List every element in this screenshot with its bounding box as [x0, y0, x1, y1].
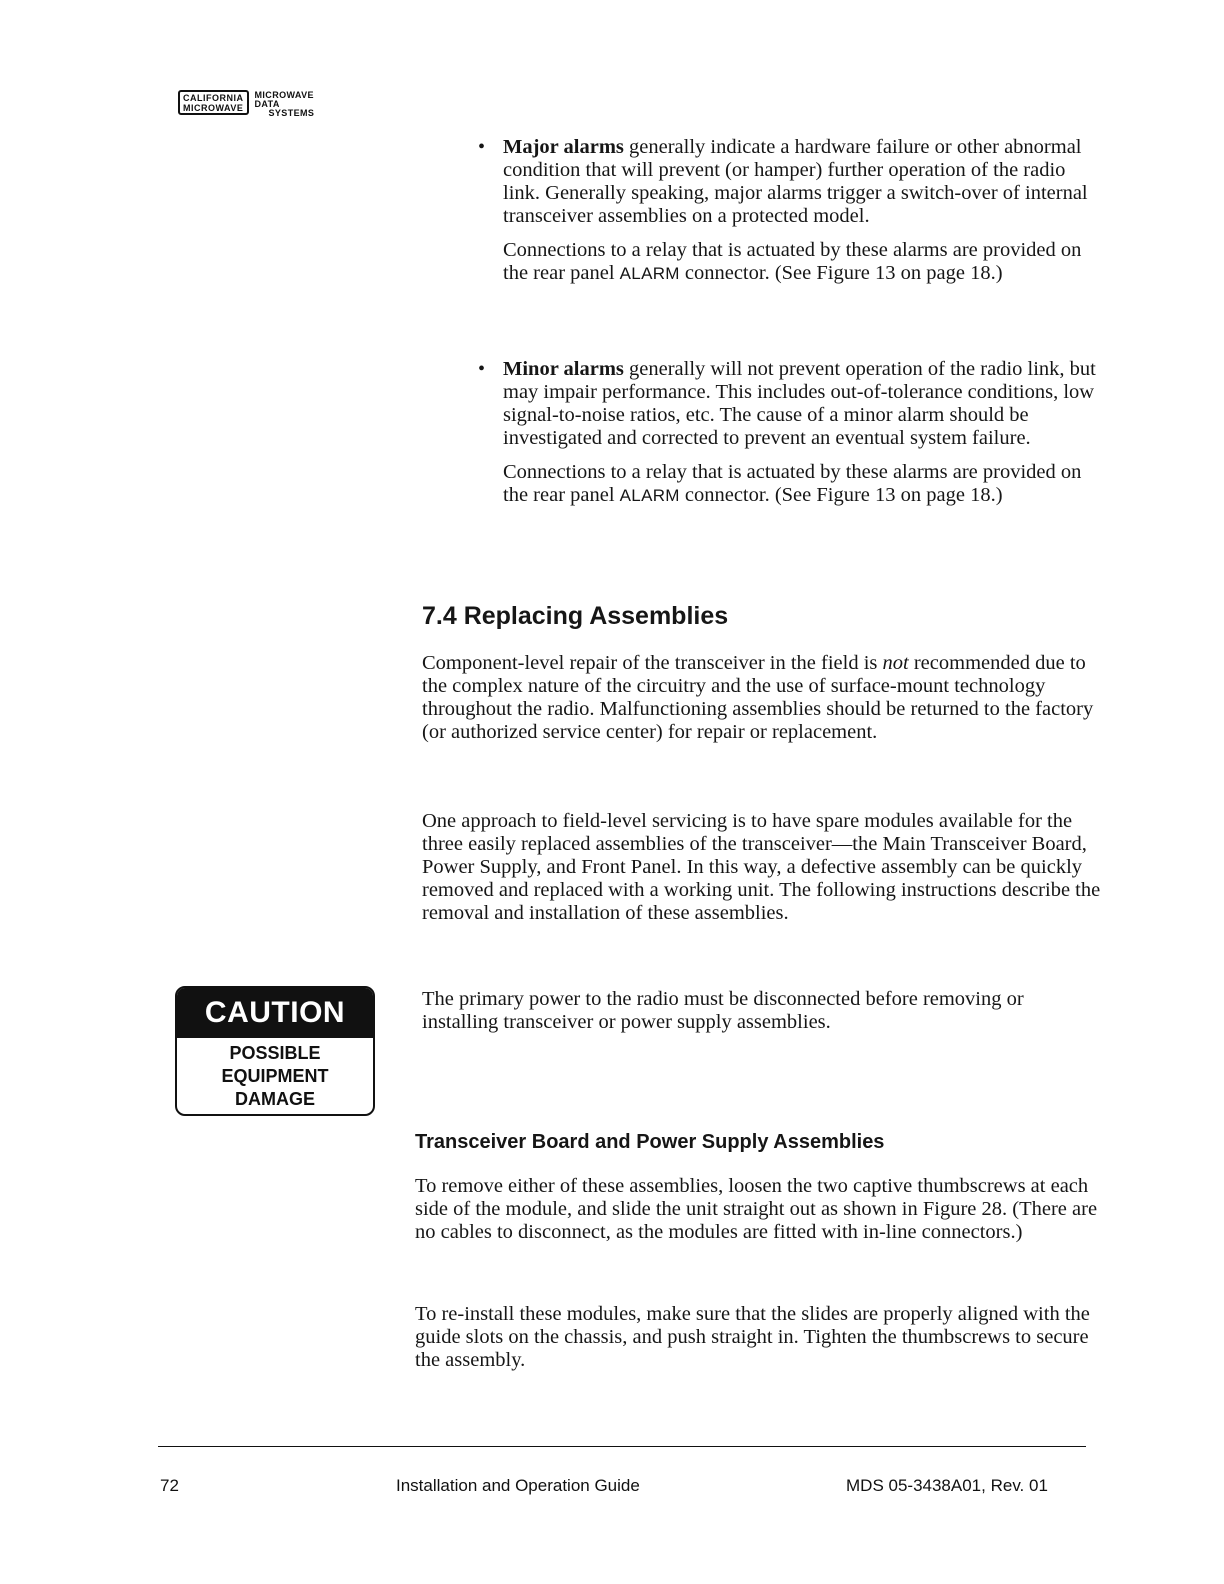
bullet-minor-alarms [478, 358, 1098, 518]
caution-line-1: POSSIBLE [229, 1043, 321, 1063]
connection-note [503, 239, 1098, 285]
footer-guide-title: Installation and Operation Guide [396, 1476, 640, 1495]
logo-right-line-2: DATA [254, 99, 280, 109]
section-paragraph-3: The primary power to the radio must be disconnected before removing or installing transceiver or power supply assemblies. [422, 988, 1024, 1033]
bullet-text: generally indicate a hardware failure or other abnormal condition that will prevent (or hamper) further operation of the radio link. Generally speaking, major alarms trigger a switch-over of internal transceiver assemblies on a protected model. [503, 136, 1088, 227]
bullet-paragraph [503, 358, 1098, 450]
bullet-dot-icon: • [478, 358, 486, 380]
para1-emphasis: not [882, 652, 909, 674]
caution-line-2: EQUIPMENT [221, 1066, 329, 1086]
connection-note-before: Connections to a relay that is actuated by these alarms are provided on the rear panel [503, 239, 1082, 284]
bullet-lead: Major alarms [503, 136, 624, 158]
para1-after: recommended due to the complex nature of the circuitry and the use of surface-mount technology throughout the radio. Malfunctioning assemblies should be returned to the factory (or authorized service center) for repair or replacement. [422, 652, 1094, 743]
para1-before: Component-level repair of the transceiver in the field is [422, 652, 883, 674]
connection-note-after: connector. (See Figure 13 on page 18.) [679, 484, 1003, 506]
subsection-paragraph-2: To re-install these modules, make sure that the slides are properly aligned with the guide slots on the chassis, and push straight in. Tighten the thumbscrews to secure the assembly. [415, 1303, 1090, 1371]
company-logo [178, 90, 314, 118]
logo-right-line-3: SYSTEMS [268, 108, 315, 118]
bullet-body [503, 136, 1098, 285]
logo-boxed-text [178, 90, 249, 115]
caution-message [177, 1038, 373, 1111]
connection-note-before: Connections to a relay that is actuated by these alarms are provided on the rear panel [503, 461, 1082, 506]
bullet-text: generally will not prevent operation of the radio link, but may impair performance. This includes out-of-tolerance conditions, low signal-to-noise ratios, etc. The cause of a minor alarm should be investigated and corrected to prevent an eventual system failure. [503, 358, 1096, 449]
footer-divider [158, 1446, 1086, 1447]
subsection-paragraph-1: To remove either of these assemblies, loosen the two captive thumbscrews at each side of the module, and slide the unit straight out as shown in Figure 28. (There are no cables to disconnect, as the modules are fitted with in-line connectors.) [415, 1175, 1098, 1243]
section-paragraph-1 [422, 652, 1102, 744]
logo-right-line-1: MICROWAVE [254, 90, 314, 100]
caution-box [175, 986, 375, 1116]
connection-note [503, 461, 1098, 507]
bullet-major-alarms [478, 136, 1098, 296]
bullet-dot-icon: • [478, 136, 486, 158]
footer-doc-number: MDS 05-3438A01, Rev. 01 [846, 1476, 1048, 1495]
subsection-heading: Transceiver Board and Power Supply Assemblies [415, 1131, 885, 1153]
alarm-connector-name: ALARM [619, 264, 680, 283]
page-number: 72 [160, 1476, 179, 1495]
caution-title: CAUTION [177, 988, 373, 1038]
bullet-body [503, 358, 1098, 507]
connection-note-after: connector. (See Figure 13 on page 18.) [679, 262, 1003, 284]
bullet-lead: Minor alarms [503, 358, 624, 380]
bullet-paragraph [503, 136, 1098, 228]
caution-line-3: DAMAGE [235, 1089, 315, 1109]
logo-box-line-2: MICROWAVE [183, 103, 244, 113]
section-paragraph-2: One approach to field-level servicing is to have spare modules available for the three easily replaced assemblies of the transceiver—the Main Transceiver Board, Power Supply, and Front Panel. In this way, a defective assembly can be quickly removed and replaced with a working unit. The following instructions describe the removal and installation of these assemblies. [422, 810, 1101, 924]
logo-side-text [255, 91, 315, 118]
section-heading: 7.4 Replacing Assemblies [422, 602, 729, 630]
logo-box-line-1: CALIFORNIA [183, 93, 244, 103]
alarm-connector-name: ALARM [619, 486, 680, 505]
